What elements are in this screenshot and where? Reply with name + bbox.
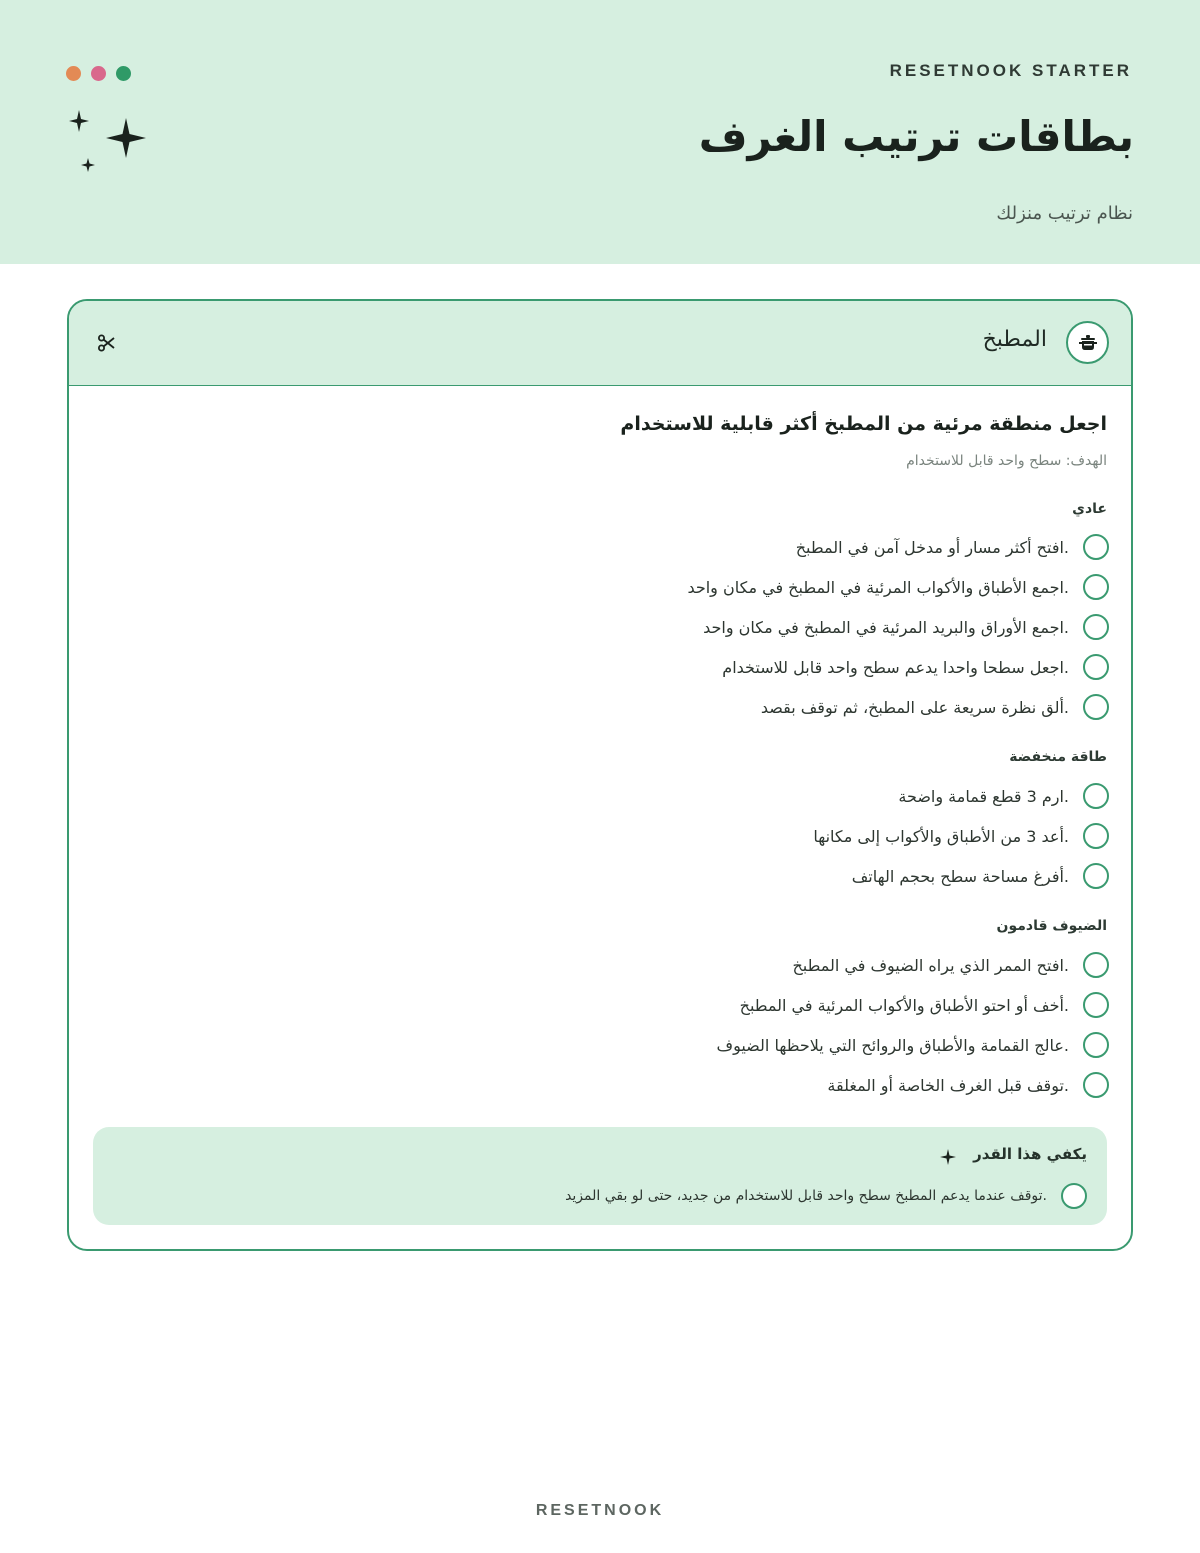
task-item[interactable] xyxy=(716,1031,1109,1059)
task-item[interactable] xyxy=(852,862,1109,890)
task-text: .توقف قبل الغرف الخاصة أو المغلقة xyxy=(827,1075,1069,1095)
task-item[interactable] xyxy=(722,653,1109,681)
checkbox[interactable] xyxy=(1083,952,1109,978)
task-text: .اجعل سطحا واحدا يدعم سطح واحد قابل للاستخدام xyxy=(722,657,1069,677)
task-text: .ارم 3 قطع قمامة واضحة xyxy=(898,786,1069,806)
checkbox[interactable] xyxy=(1083,534,1109,560)
task-item[interactable] xyxy=(740,991,1109,1019)
task-text: .أفرغ مساحة سطح بحجم الهاتف xyxy=(851,866,1069,886)
dot-green xyxy=(116,66,131,81)
section-label-low-energy: طاقة منخفضة xyxy=(1009,749,1107,765)
enough-label: يكفي هذا القدر xyxy=(973,1145,1087,1163)
window-dots xyxy=(66,66,131,81)
task-item[interactable] xyxy=(813,822,1109,850)
task-item[interactable] xyxy=(796,533,1109,561)
dot-orange xyxy=(66,66,81,81)
card-header xyxy=(69,301,1131,386)
enough-task-text: .توقف عندما يدعم المطبخ سطح واحد قابل للاستخدام من جديد، حتى لو بقي المزيد xyxy=(565,1188,1047,1204)
kitchen-pot-icon xyxy=(1066,321,1109,364)
footer-brand: RESETNOOK xyxy=(535,1502,665,1519)
checkbox[interactable] xyxy=(1061,1183,1087,1209)
task-item[interactable] xyxy=(898,782,1109,810)
sparkle-icon xyxy=(939,1148,957,1166)
section-label-guests: الضيوف قادمون xyxy=(996,918,1107,934)
task-item[interactable] xyxy=(687,573,1109,601)
task-item[interactable] xyxy=(792,951,1109,979)
checkbox[interactable] xyxy=(1083,1032,1109,1058)
checkbox[interactable] xyxy=(1083,783,1109,809)
page-title: بطاقات ترتيب الغرف xyxy=(698,112,1134,161)
checkbox[interactable] xyxy=(1083,863,1109,889)
checkbox[interactable] xyxy=(1083,574,1109,600)
task-item[interactable] xyxy=(703,613,1109,641)
dot-pink xyxy=(91,66,106,81)
room-name: المطبخ xyxy=(982,327,1047,352)
goal-title: اجعل منطقة مرئية من المطبخ أكثر قابلية للاستخدام xyxy=(620,413,1107,435)
sparkles-icon xyxy=(64,108,154,178)
checkbox[interactable] xyxy=(1083,654,1109,680)
goal-subtitle: الهدف: سطح واحد قابل للاستخدام xyxy=(906,453,1107,469)
checkbox[interactable] xyxy=(1083,614,1109,640)
scissors-icon[interactable] xyxy=(97,333,117,353)
checkbox[interactable] xyxy=(1083,823,1109,849)
checkbox[interactable] xyxy=(1083,992,1109,1018)
checkbox[interactable] xyxy=(1083,694,1109,720)
task-text: .افتح الممر الذي يراه الضيوف في المطبخ xyxy=(792,955,1069,975)
page-header xyxy=(0,0,1200,264)
task-text: .ألق نظرة سريعة على المطبخ، ثم توقف بقصد xyxy=(760,697,1069,717)
room-card xyxy=(67,299,1133,1251)
task-text: .افتح أكثر مسار أو مدخل آمن في المطبخ xyxy=(795,537,1069,557)
section-label-normal: عادي xyxy=(1072,501,1107,517)
page-subtitle: نظام ترتيب منزلك xyxy=(996,203,1133,224)
task-text: .اجمع الأوراق والبريد المرئية في المطبخ في مكان واحد xyxy=(703,617,1069,637)
task-text: .أخف أو احتو الأطباق والأكواب المرئية في المطبخ xyxy=(739,995,1069,1015)
enough-task[interactable] xyxy=(565,1182,1087,1210)
task-item[interactable] xyxy=(761,693,1109,721)
task-text: .عالج القمامة والأطباق والروائح التي يلاحظها الضيوف xyxy=(716,1035,1069,1055)
task-text: .أعد 3 من الأطباق والأكواب إلى مكانها xyxy=(813,826,1069,846)
enough-box xyxy=(93,1127,1107,1225)
checkbox[interactable] xyxy=(1083,1072,1109,1098)
task-text: .اجمع الأطباق والأكواب المرئية في المطبخ في مكان واحد xyxy=(687,577,1069,597)
brand-label: RESETNOOK STARTER xyxy=(889,61,1132,80)
task-item[interactable] xyxy=(827,1071,1109,1099)
